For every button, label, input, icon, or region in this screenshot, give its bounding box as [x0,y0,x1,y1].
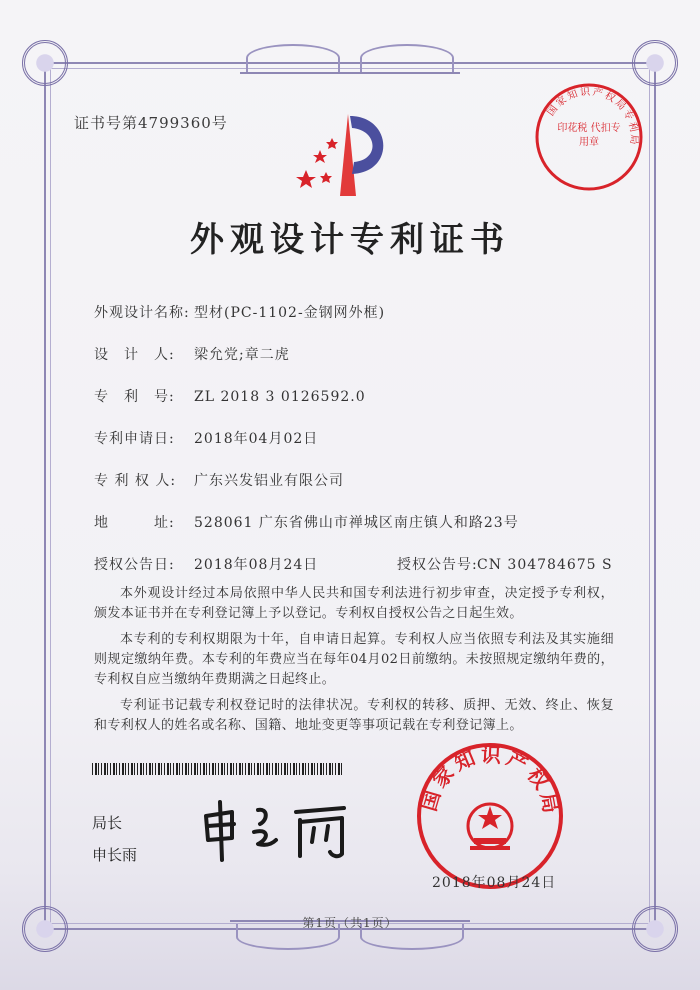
patent-number-row [94,386,366,406]
grant-number-group [397,554,613,574]
patentee-value: 广东兴发铝业有限公司 [194,473,344,489]
grant-row [94,554,613,574]
address-label: 地 址: [94,515,175,531]
page-footer: 第1页（共1页） [302,916,398,930]
filing-date-label: 专利申请日: [94,431,175,447]
paragraph: 专利证书记载专利权登记时的法律状况。专利权的转移、质押、无效、终止、恢复和专利权人的姓名或名称、国籍、地址变更等事项记载在专利登记簿上。 [94,698,614,733]
grant-date-value: 2018年08月24日 [194,557,319,573]
small-stamp-center-text: 印花税 代扣专用章 [557,123,621,148]
top-ornament [240,38,460,74]
patent-office-logo-icon [292,110,402,200]
patentee-row [94,470,344,490]
certificate-body [94,584,614,742]
paragraph: 本外观设计经过本局依照中华人民共和国专利法进行初步审查，决定授予专利权，颁发本证书并在专利登记簿上予以登记。专利权自授权公告之日起生效。 [94,586,614,621]
address-value: 528061 广东省佛山市禅城区南庄镇人和路23号 [194,515,519,531]
design-name-label: 外观设计名称: [94,305,190,321]
design-name-row [94,302,385,322]
page-title: 外观设计专利证书 [190,220,510,260]
paragraph: 本专利的专利权期限为十年，自申请日起算。专利权人应当依照专利法及其实施细则规定缴纳年费。本专利的年费应当在每年04月02日前缴纳。未按照规定缴纳年费的，专利权自应当缴纳年费期满之日起终止。 [94,632,614,687]
barcode [92,763,342,775]
designer-row [94,344,290,364]
filing-date-value: 2018年04月02日 [194,431,319,447]
patentee-label: 专 利 权 人: [94,473,177,489]
small-stamp-ring-text: 国家知识产权局专利局 [545,86,640,147]
director-name: 申长雨 [92,846,138,864]
issue-date: 2018年08月24日 [432,875,557,891]
grant-number-value: CN 304784675 S [477,557,613,573]
design-name-value: 型材(PC-1102-金钢网外框) [194,305,386,321]
address-row [94,512,519,532]
director-title: 局长 [92,814,123,832]
grant-number-label: 授权公告号: [397,557,478,573]
patent-number-label: 专 利 号: [94,389,175,405]
filing-date-row [94,428,318,448]
grant-date-label: 授权公告日: [94,557,175,573]
director-signature [196,798,356,862]
tax-stamp [532,80,646,194]
certificate-number: 证书号第4799360号 [74,114,228,132]
official-seal [414,740,566,892]
corner-ornament-icon [22,40,68,86]
seal-text: 国家知识产权局 [416,742,564,819]
patent-number-value: ZL 2018 3 0126592.0 [194,389,366,405]
designer-label: 设 计 人: [94,347,175,363]
designer-value: 梁允党;章二虎 [194,347,290,363]
